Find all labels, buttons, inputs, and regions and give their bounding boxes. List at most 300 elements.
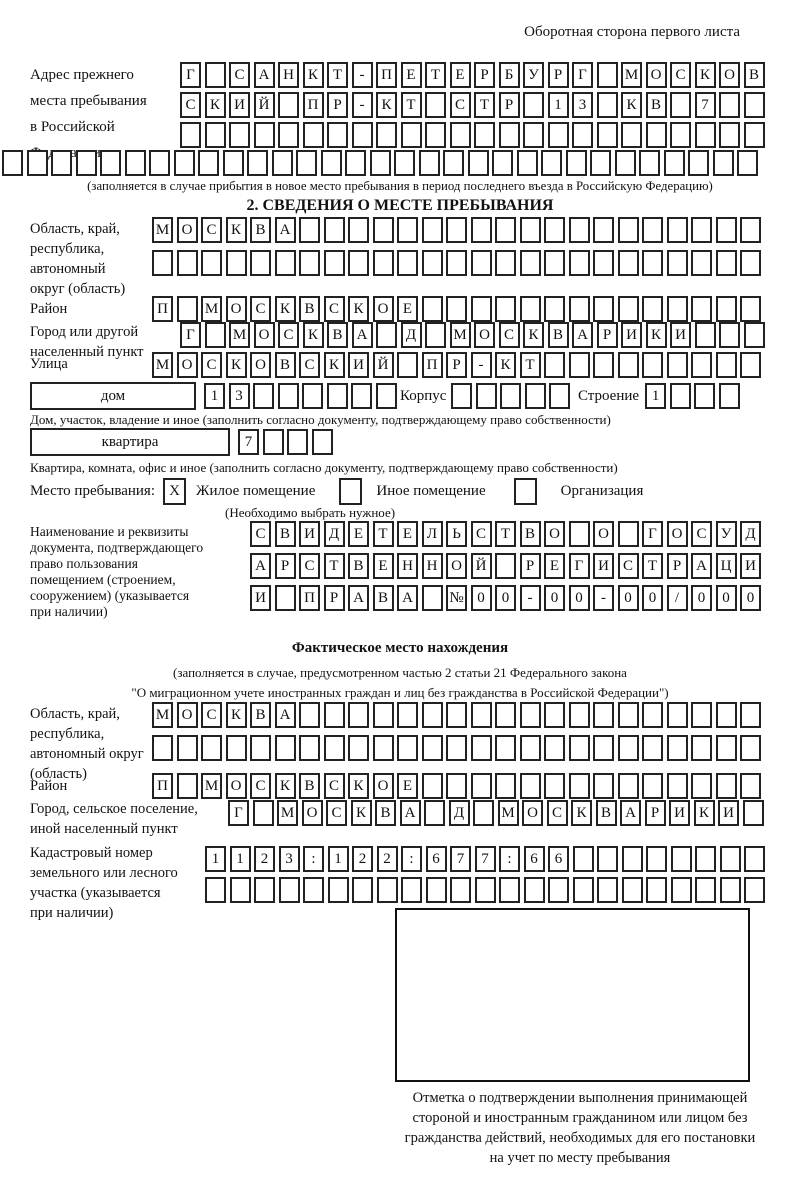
char-cell[interactable] bbox=[671, 846, 692, 872]
char-cell[interactable]: В bbox=[646, 92, 667, 118]
char-cell[interactable]: В bbox=[373, 585, 394, 611]
char-cell[interactable]: О bbox=[373, 773, 394, 799]
char-cell[interactable] bbox=[76, 150, 97, 176]
char-cell[interactable]: С bbox=[618, 553, 639, 579]
char-cell[interactable] bbox=[691, 217, 712, 243]
char-cell[interactable]: В bbox=[327, 322, 348, 348]
char-cell[interactable] bbox=[695, 846, 716, 872]
char-cell[interactable] bbox=[740, 352, 761, 378]
char-cell[interactable]: А bbox=[254, 62, 275, 88]
char-cell[interactable] bbox=[2, 150, 23, 176]
char-cell[interactable] bbox=[639, 150, 660, 176]
char-cell[interactable] bbox=[401, 122, 422, 148]
char-cell[interactable]: С bbox=[547, 800, 568, 826]
char-cell[interactable]: И bbox=[250, 585, 271, 611]
char-cell[interactable] bbox=[593, 735, 614, 761]
char-cell[interactable]: И bbox=[229, 92, 250, 118]
char-cell[interactable] bbox=[426, 877, 447, 903]
char-cell[interactable]: К bbox=[571, 800, 592, 826]
char-cell[interactable]: О bbox=[177, 217, 198, 243]
char-cell[interactable] bbox=[740, 250, 761, 276]
char-cell[interactable] bbox=[618, 735, 639, 761]
char-cell[interactable]: 0 bbox=[740, 585, 761, 611]
char-cell[interactable] bbox=[205, 122, 226, 148]
char-cell[interactable]: А bbox=[572, 322, 593, 348]
char-cell[interactable] bbox=[425, 92, 446, 118]
char-cell[interactable] bbox=[569, 250, 590, 276]
char-cell[interactable]: В bbox=[299, 773, 320, 799]
char-cell[interactable]: И bbox=[670, 322, 691, 348]
char-cell[interactable] bbox=[737, 150, 758, 176]
char-cell[interactable]: К bbox=[621, 92, 642, 118]
char-cell[interactable]: П bbox=[152, 773, 173, 799]
char-cell[interactable] bbox=[422, 773, 443, 799]
char-cell[interactable] bbox=[422, 250, 443, 276]
char-cell[interactable] bbox=[569, 702, 590, 728]
char-cell[interactable] bbox=[287, 429, 308, 455]
char-cell[interactable]: С bbox=[180, 92, 201, 118]
char-cell[interactable]: 0 bbox=[618, 585, 639, 611]
char-cell[interactable]: П bbox=[299, 585, 320, 611]
char-cell[interactable] bbox=[348, 702, 369, 728]
char-cell[interactable] bbox=[303, 877, 324, 903]
char-cell[interactable] bbox=[720, 846, 741, 872]
char-cell[interactable]: С bbox=[250, 773, 271, 799]
char-cell[interactable] bbox=[495, 553, 516, 579]
char-cell[interactable]: В bbox=[520, 521, 541, 547]
char-cell[interactable]: О bbox=[373, 296, 394, 322]
char-cell[interactable] bbox=[569, 735, 590, 761]
char-cell[interactable] bbox=[272, 150, 293, 176]
char-cell[interactable]: С bbox=[670, 62, 691, 88]
char-cell[interactable]: 1 bbox=[230, 846, 251, 872]
char-cell[interactable]: К bbox=[226, 217, 247, 243]
char-cell[interactable] bbox=[180, 122, 201, 148]
char-cell[interactable] bbox=[397, 250, 418, 276]
char-cell[interactable] bbox=[348, 217, 369, 243]
char-cell[interactable]: Т bbox=[642, 553, 663, 579]
char-cell[interactable] bbox=[254, 877, 275, 903]
char-cell[interactable] bbox=[667, 250, 688, 276]
char-cell[interactable]: К bbox=[303, 62, 324, 88]
char-cell[interactable]: А bbox=[352, 322, 373, 348]
char-cell[interactable] bbox=[667, 217, 688, 243]
char-cell[interactable]: Р bbox=[645, 800, 666, 826]
char-cell[interactable] bbox=[740, 773, 761, 799]
char-cell[interactable] bbox=[471, 250, 492, 276]
char-cell[interactable]: 6 bbox=[524, 846, 545, 872]
char-cell[interactable]: У bbox=[523, 62, 544, 88]
char-cell[interactable]: Л bbox=[422, 521, 443, 547]
char-cell[interactable] bbox=[544, 702, 565, 728]
char-cell[interactable] bbox=[253, 383, 274, 409]
char-cell[interactable] bbox=[523, 122, 544, 148]
char-cell[interactable]: П bbox=[303, 92, 324, 118]
char-cell[interactable] bbox=[321, 150, 342, 176]
char-cell[interactable] bbox=[324, 735, 345, 761]
char-cell[interactable] bbox=[569, 521, 590, 547]
char-cell[interactable] bbox=[544, 773, 565, 799]
char-cell[interactable]: 1 bbox=[645, 383, 666, 409]
char-cell[interactable] bbox=[593, 702, 614, 728]
char-cell[interactable] bbox=[468, 150, 489, 176]
char-cell[interactable] bbox=[275, 735, 296, 761]
char-cell[interactable]: Р bbox=[474, 62, 495, 88]
char-cell[interactable] bbox=[250, 250, 271, 276]
char-cell[interactable] bbox=[352, 877, 373, 903]
char-cell[interactable] bbox=[716, 352, 737, 378]
char-cell[interactable]: С bbox=[250, 296, 271, 322]
char-cell[interactable] bbox=[253, 800, 274, 826]
char-cell[interactable]: И bbox=[348, 352, 369, 378]
char-cell[interactable] bbox=[198, 150, 219, 176]
char-cell[interactable] bbox=[520, 735, 541, 761]
char-cell[interactable]: О bbox=[254, 322, 275, 348]
char-cell[interactable]: К bbox=[324, 352, 345, 378]
char-cell[interactable] bbox=[247, 150, 268, 176]
char-cell[interactable] bbox=[744, 92, 765, 118]
char-cell[interactable]: 6 bbox=[548, 846, 569, 872]
char-cell[interactable]: М bbox=[277, 800, 298, 826]
char-cell[interactable] bbox=[618, 773, 639, 799]
char-cell[interactable] bbox=[492, 150, 513, 176]
char-cell[interactable] bbox=[302, 383, 323, 409]
char-cell[interactable] bbox=[642, 773, 663, 799]
char-cell[interactable] bbox=[327, 383, 348, 409]
char-cell[interactable] bbox=[100, 150, 121, 176]
char-cell[interactable] bbox=[250, 735, 271, 761]
char-cell[interactable] bbox=[566, 150, 587, 176]
char-cell[interactable] bbox=[740, 217, 761, 243]
char-cell[interactable] bbox=[618, 702, 639, 728]
char-cell[interactable] bbox=[201, 735, 222, 761]
char-cell[interactable]: Р bbox=[597, 322, 618, 348]
char-cell[interactable]: И bbox=[299, 521, 320, 547]
char-cell[interactable]: 7 bbox=[475, 846, 496, 872]
char-cell[interactable]: 6 bbox=[426, 846, 447, 872]
char-cell[interactable] bbox=[695, 877, 716, 903]
char-cell[interactable] bbox=[394, 150, 415, 176]
char-cell[interactable] bbox=[642, 217, 663, 243]
char-cell[interactable]: С bbox=[201, 702, 222, 728]
char-cell[interactable] bbox=[520, 217, 541, 243]
char-cell[interactable] bbox=[646, 877, 667, 903]
char-cell[interactable]: 1 bbox=[205, 846, 226, 872]
char-cell[interactable] bbox=[716, 217, 737, 243]
char-cell[interactable] bbox=[716, 250, 737, 276]
char-cell[interactable]: Д bbox=[449, 800, 470, 826]
char-cell[interactable]: - bbox=[352, 62, 373, 88]
char-cell[interactable]: И bbox=[621, 322, 642, 348]
char-cell[interactable] bbox=[691, 773, 712, 799]
char-cell[interactable] bbox=[691, 250, 712, 276]
char-cell[interactable] bbox=[226, 250, 247, 276]
char-cell[interactable]: 7 bbox=[450, 846, 471, 872]
char-cell[interactable] bbox=[376, 383, 397, 409]
char-cell[interactable]: Й bbox=[471, 553, 492, 579]
char-cell[interactable]: Й bbox=[373, 352, 394, 378]
char-cell[interactable] bbox=[716, 735, 737, 761]
char-cell[interactable]: Т bbox=[474, 92, 495, 118]
char-cell[interactable]: О bbox=[667, 521, 688, 547]
stay-type-checkbox-other[interactable] bbox=[339, 478, 362, 505]
char-cell[interactable]: Н bbox=[422, 553, 443, 579]
char-cell[interactable] bbox=[572, 122, 593, 148]
char-cell[interactable]: - bbox=[471, 352, 492, 378]
char-cell[interactable] bbox=[618, 521, 639, 547]
char-cell[interactable] bbox=[719, 322, 740, 348]
char-cell[interactable]: В bbox=[744, 62, 765, 88]
char-cell[interactable]: С bbox=[324, 296, 345, 322]
char-cell[interactable]: : bbox=[401, 846, 422, 872]
char-cell[interactable] bbox=[345, 150, 366, 176]
char-cell[interactable] bbox=[670, 383, 691, 409]
char-cell[interactable] bbox=[719, 122, 740, 148]
char-cell[interactable] bbox=[373, 735, 394, 761]
char-cell[interactable]: С bbox=[299, 553, 320, 579]
char-cell[interactable] bbox=[422, 217, 443, 243]
char-cell[interactable]: 1 bbox=[548, 92, 569, 118]
char-cell[interactable] bbox=[642, 702, 663, 728]
char-cell[interactable]: / bbox=[667, 585, 688, 611]
char-cell[interactable]: Е bbox=[373, 553, 394, 579]
char-cell[interactable] bbox=[450, 877, 471, 903]
char-cell[interactable] bbox=[352, 122, 373, 148]
char-cell[interactable] bbox=[642, 352, 663, 378]
char-cell[interactable] bbox=[205, 877, 226, 903]
char-cell[interactable]: С bbox=[499, 322, 520, 348]
char-cell[interactable]: Е bbox=[544, 553, 565, 579]
char-cell[interactable] bbox=[328, 877, 349, 903]
char-cell[interactable] bbox=[422, 702, 443, 728]
char-cell[interactable] bbox=[691, 702, 712, 728]
char-cell[interactable] bbox=[174, 150, 195, 176]
char-cell[interactable]: 2 bbox=[377, 846, 398, 872]
char-cell[interactable]: С bbox=[278, 322, 299, 348]
char-cell[interactable] bbox=[523, 92, 544, 118]
char-cell[interactable] bbox=[450, 122, 471, 148]
char-cell[interactable] bbox=[303, 122, 324, 148]
char-cell[interactable]: Т bbox=[495, 521, 516, 547]
char-cell[interactable] bbox=[670, 92, 691, 118]
char-cell[interactable] bbox=[125, 150, 146, 176]
char-cell[interactable]: Р bbox=[499, 92, 520, 118]
char-cell[interactable] bbox=[517, 150, 538, 176]
char-cell[interactable] bbox=[476, 383, 497, 409]
char-cell[interactable]: И bbox=[669, 800, 690, 826]
char-cell[interactable] bbox=[299, 250, 320, 276]
char-cell[interactable] bbox=[474, 122, 495, 148]
char-cell[interactable]: О bbox=[474, 322, 495, 348]
char-cell[interactable] bbox=[695, 322, 716, 348]
char-cell[interactable] bbox=[446, 217, 467, 243]
char-cell[interactable]: О bbox=[593, 521, 614, 547]
char-cell[interactable]: Т bbox=[324, 553, 345, 579]
char-cell[interactable] bbox=[324, 702, 345, 728]
char-cell[interactable] bbox=[549, 383, 570, 409]
char-cell[interactable] bbox=[642, 296, 663, 322]
char-cell[interactable] bbox=[667, 296, 688, 322]
char-cell[interactable] bbox=[299, 217, 320, 243]
char-cell[interactable]: П bbox=[422, 352, 443, 378]
char-cell[interactable] bbox=[424, 800, 445, 826]
char-cell[interactable] bbox=[226, 735, 247, 761]
char-cell[interactable] bbox=[615, 150, 636, 176]
char-cell[interactable] bbox=[471, 773, 492, 799]
char-cell[interactable] bbox=[278, 383, 299, 409]
char-cell[interactable]: К bbox=[495, 352, 516, 378]
char-cell[interactable] bbox=[621, 122, 642, 148]
char-cell[interactable] bbox=[422, 585, 443, 611]
char-cell[interactable]: П bbox=[376, 62, 397, 88]
char-cell[interactable] bbox=[671, 877, 692, 903]
char-cell[interactable]: Т bbox=[401, 92, 422, 118]
char-cell[interactable] bbox=[744, 877, 765, 903]
char-cell[interactable] bbox=[27, 150, 48, 176]
char-cell[interactable] bbox=[348, 735, 369, 761]
char-cell[interactable]: К bbox=[348, 773, 369, 799]
char-cell[interactable] bbox=[573, 877, 594, 903]
char-cell[interactable] bbox=[719, 92, 740, 118]
char-cell[interactable] bbox=[499, 877, 520, 903]
char-cell[interactable] bbox=[495, 217, 516, 243]
char-cell[interactable]: Г bbox=[180, 322, 201, 348]
char-cell[interactable] bbox=[618, 250, 639, 276]
char-cell[interactable] bbox=[152, 735, 173, 761]
char-cell[interactable] bbox=[152, 250, 173, 276]
char-cell[interactable] bbox=[593, 250, 614, 276]
char-cell[interactable] bbox=[230, 877, 251, 903]
char-cell[interactable] bbox=[593, 352, 614, 378]
char-cell[interactable] bbox=[348, 250, 369, 276]
char-cell[interactable]: С bbox=[201, 352, 222, 378]
char-cell[interactable]: 2 bbox=[254, 846, 275, 872]
char-cell[interactable] bbox=[716, 773, 737, 799]
char-cell[interactable]: Е bbox=[397, 296, 418, 322]
char-cell[interactable] bbox=[451, 383, 472, 409]
char-cell[interactable] bbox=[473, 800, 494, 826]
char-cell[interactable] bbox=[597, 846, 618, 872]
char-cell[interactable] bbox=[691, 296, 712, 322]
stay-type-checkbox-residential[interactable]: X bbox=[163, 478, 186, 505]
char-cell[interactable] bbox=[370, 150, 391, 176]
char-cell[interactable] bbox=[544, 250, 565, 276]
char-cell[interactable]: Е bbox=[450, 62, 471, 88]
char-cell[interactable] bbox=[597, 62, 618, 88]
char-cell[interactable] bbox=[569, 773, 590, 799]
char-cell[interactable] bbox=[443, 150, 464, 176]
char-cell[interactable]: Б bbox=[499, 62, 520, 88]
char-cell[interactable] bbox=[324, 250, 345, 276]
char-cell[interactable]: Ц bbox=[716, 553, 737, 579]
char-cell[interactable]: Е bbox=[348, 521, 369, 547]
char-cell[interactable] bbox=[422, 735, 443, 761]
char-cell[interactable]: А bbox=[397, 585, 418, 611]
char-cell[interactable] bbox=[744, 846, 765, 872]
char-cell[interactable]: К bbox=[275, 773, 296, 799]
char-cell[interactable] bbox=[597, 877, 618, 903]
char-cell[interactable] bbox=[471, 702, 492, 728]
char-cell[interactable]: К bbox=[351, 800, 372, 826]
char-cell[interactable] bbox=[694, 383, 715, 409]
char-cell[interactable] bbox=[373, 250, 394, 276]
char-cell[interactable]: - bbox=[520, 585, 541, 611]
char-cell[interactable]: А bbox=[348, 585, 369, 611]
char-cell[interactable] bbox=[569, 217, 590, 243]
char-cell[interactable]: Д bbox=[401, 322, 422, 348]
char-cell[interactable]: М bbox=[201, 773, 222, 799]
char-cell[interactable] bbox=[688, 150, 709, 176]
char-cell[interactable] bbox=[205, 322, 226, 348]
char-cell[interactable] bbox=[471, 296, 492, 322]
char-cell[interactable] bbox=[525, 383, 546, 409]
char-cell[interactable]: 0 bbox=[544, 585, 565, 611]
char-cell[interactable]: А bbox=[275, 702, 296, 728]
char-cell[interactable]: Г bbox=[569, 553, 590, 579]
char-cell[interactable] bbox=[646, 846, 667, 872]
char-cell[interactable] bbox=[324, 217, 345, 243]
char-cell[interactable]: О bbox=[177, 352, 198, 378]
char-cell[interactable]: К bbox=[303, 322, 324, 348]
char-cell[interactable]: 0 bbox=[691, 585, 712, 611]
char-cell[interactable]: А bbox=[691, 553, 712, 579]
char-cell[interactable] bbox=[205, 62, 226, 88]
char-cell[interactable]: Н bbox=[397, 553, 418, 579]
char-cell[interactable]: Р bbox=[327, 92, 348, 118]
char-cell[interactable] bbox=[177, 735, 198, 761]
char-cell[interactable]: 0 bbox=[569, 585, 590, 611]
char-cell[interactable]: Р bbox=[275, 553, 296, 579]
char-cell[interactable] bbox=[401, 877, 422, 903]
char-cell[interactable]: - bbox=[593, 585, 614, 611]
char-cell[interactable] bbox=[201, 250, 222, 276]
char-cell[interactable]: С bbox=[691, 521, 712, 547]
char-cell[interactable] bbox=[716, 702, 737, 728]
char-cell[interactable]: А bbox=[400, 800, 421, 826]
char-cell[interactable] bbox=[642, 735, 663, 761]
char-cell[interactable]: Й bbox=[254, 92, 275, 118]
char-cell[interactable] bbox=[691, 735, 712, 761]
char-cell[interactable]: А bbox=[620, 800, 641, 826]
char-cell[interactable] bbox=[622, 877, 643, 903]
char-cell[interactable] bbox=[646, 122, 667, 148]
char-cell[interactable]: О bbox=[646, 62, 667, 88]
char-cell[interactable] bbox=[667, 735, 688, 761]
char-cell[interactable]: Р bbox=[446, 352, 467, 378]
char-cell[interactable] bbox=[495, 735, 516, 761]
char-cell[interactable]: С bbox=[450, 92, 471, 118]
char-cell[interactable] bbox=[597, 92, 618, 118]
char-cell[interactable] bbox=[495, 250, 516, 276]
char-cell[interactable]: Т bbox=[520, 352, 541, 378]
char-cell[interactable] bbox=[720, 877, 741, 903]
char-cell[interactable] bbox=[520, 702, 541, 728]
char-cell[interactable] bbox=[573, 846, 594, 872]
char-cell[interactable] bbox=[373, 702, 394, 728]
char-cell[interactable] bbox=[177, 296, 198, 322]
char-cell[interactable]: С bbox=[250, 521, 271, 547]
char-cell[interactable] bbox=[495, 296, 516, 322]
char-cell[interactable]: А bbox=[250, 553, 271, 579]
char-cell[interactable]: К bbox=[376, 92, 397, 118]
char-cell[interactable] bbox=[544, 735, 565, 761]
char-cell[interactable]: М bbox=[229, 322, 250, 348]
char-cell[interactable] bbox=[397, 352, 418, 378]
char-cell[interactable] bbox=[667, 702, 688, 728]
char-cell[interactable]: К bbox=[226, 702, 247, 728]
char-cell[interactable] bbox=[279, 877, 300, 903]
char-cell[interactable] bbox=[740, 735, 761, 761]
